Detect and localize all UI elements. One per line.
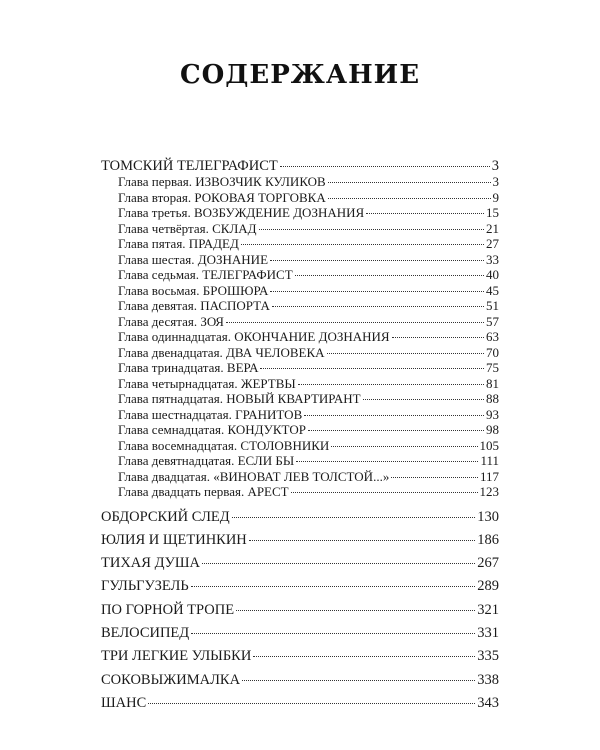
toc-chapter-entry[interactable] — [101, 267, 499, 283]
dot-leader — [241, 244, 484, 245]
toc-part-entry[interactable] — [101, 529, 499, 552]
toc-chapter-entry[interactable] — [101, 221, 499, 237]
page-number: 105 — [479, 437, 499, 453]
page-number: 93 — [486, 406, 499, 422]
toc-part-entry[interactable] — [101, 599, 499, 622]
page-number: 33 — [486, 251, 499, 267]
toc-chapter-entry[interactable] — [101, 190, 499, 206]
chapter-title: Глава десятая. ЗОЯ — [118, 313, 224, 329]
page-number: 21 — [486, 220, 499, 236]
chapter-title: Глава девятая. ПАСПОРТА — [118, 298, 270, 313]
chapter-title: Глава пятая. ПРАДЕД — [118, 236, 239, 251]
page-title: СОДЕРЖАНИЕ — [179, 60, 421, 90]
dot-leader — [391, 477, 478, 478]
dot-leader — [392, 337, 484, 338]
page-number: 45 — [486, 282, 499, 298]
toc-part-entry[interactable] — [101, 158, 499, 174]
toc-chapter-entry[interactable] — [101, 376, 499, 392]
page-number: 186 — [477, 531, 499, 548]
dot-leader — [202, 563, 475, 564]
dot-leader — [191, 633, 475, 634]
page-number: 57 — [486, 313, 499, 329]
part-title: ТОМСКИЙ ТЕЛЕГРАФИСТ — [101, 158, 278, 174]
toc-chapter-entry[interactable] — [101, 453, 499, 469]
dot-leader — [242, 680, 475, 681]
page-number: 117 — [479, 468, 499, 484]
toc-chapter-entry[interactable] — [101, 484, 499, 500]
page-number: 70 — [486, 344, 499, 360]
part-title: СОКОВЫЖИМАЛКА — [101, 671, 241, 688]
dot-leader — [366, 213, 484, 214]
page-number: 3 — [491, 158, 499, 174]
page-number: 123 — [479, 484, 499, 499]
page-number: 331 — [477, 624, 499, 641]
page-number: 111 — [480, 453, 499, 468]
chapter-title: Глава шестая. ДОЗНАНИЕ — [118, 251, 269, 267]
toc-part-entry[interactable] — [101, 669, 499, 692]
part-title: ВЕЛОСИПЕД — [101, 624, 190, 641]
chapter-title: Глава пятнадцатая. НОВЫЙ КВАРТИРАНТ — [118, 391, 361, 406]
chapter-title: Глава двадцатая. «ВИНОВАТ ЛЕВ ТОЛСТОЙ...» — [118, 468, 390, 484]
dot-leader — [260, 368, 484, 369]
dot-leader — [298, 384, 484, 385]
toc-part-entry[interactable] — [101, 692, 499, 715]
part-title: ОБДОРСКИЙ СЛЕД — [101, 508, 230, 525]
dot-leader — [296, 461, 478, 462]
chapter-title: Глава тринадцатая. ВЕРА — [118, 360, 259, 375]
toc-chapter-entry[interactable] — [101, 391, 499, 407]
page-number: 335 — [477, 648, 499, 665]
part-title: ШАНС — [101, 694, 147, 711]
page-number: 130 — [477, 508, 499, 525]
chapter-title: Глава двенадцатая. ДВА ЧЕЛОВЕКА — [118, 344, 325, 360]
page-number: 9 — [492, 189, 499, 205]
page-number: 15 — [486, 205, 499, 220]
toc-chapter-entry[interactable] — [101, 283, 499, 299]
toc-chapter-entry[interactable] — [101, 329, 499, 345]
dot-leader — [291, 492, 478, 493]
page-number: 27 — [486, 236, 499, 251]
chapter-title: Глава восьмая. БРОШЮРА — [118, 282, 269, 298]
dot-leader — [249, 540, 475, 541]
dot-leader — [148, 703, 475, 704]
toc-part-entry[interactable] — [101, 622, 499, 645]
dot-leader — [304, 415, 484, 416]
toc-part-entry[interactable] — [101, 552, 499, 575]
table-of-contents — [101, 158, 499, 715]
dot-leader — [232, 517, 476, 518]
chapter-title: Глава седьмая. ТЕЛЕГРАФИСТ — [118, 267, 293, 282]
dot-leader — [191, 586, 476, 587]
toc-chapter-entry[interactable] — [101, 438, 499, 454]
toc-chapter-entry[interactable] — [101, 345, 499, 361]
chapter-title: Глава семнадцатая. КОНДУКТОР — [118, 422, 306, 437]
dot-leader — [328, 198, 491, 199]
chapter-title: Глава шестнадцатая. ГРАНИТОВ — [118, 406, 303, 422]
chapter-title: Глава одиннадцатая. ОКОНЧАНИЕ ДОЗНАНИЯ — [118, 329, 390, 344]
dot-leader — [328, 182, 491, 183]
toc-chapter-entry[interactable] — [101, 236, 499, 252]
page-number: 63 — [486, 329, 499, 344]
dot-leader — [270, 260, 484, 261]
page-number: 3 — [492, 174, 499, 189]
chapter-title: Глава четвёртая. СКЛАД — [118, 220, 257, 236]
page-number: 343 — [477, 694, 499, 711]
chapter-title: Глава восемнадцатая. СТОЛОВНИКИ — [118, 437, 330, 453]
dot-leader — [226, 322, 484, 323]
page-number: 51 — [486, 298, 499, 313]
toc-chapter-entry[interactable] — [101, 174, 499, 190]
dot-leader — [327, 353, 484, 354]
toc-chapter-entry[interactable] — [101, 360, 499, 376]
dot-leader — [308, 430, 484, 431]
part-title: ТИХАЯ ДУША — [101, 555, 201, 572]
dot-leader — [272, 306, 484, 307]
dot-leader — [236, 610, 475, 611]
page-number: 98 — [486, 422, 499, 437]
toc-part-entry[interactable] — [101, 645, 499, 668]
toc-chapter-entry[interactable] — [101, 469, 499, 485]
page-number: 321 — [477, 601, 499, 618]
page-number: 267 — [477, 555, 499, 572]
page-number: 81 — [486, 375, 499, 391]
dot-leader — [253, 656, 475, 657]
chapter-title: Глава вторая. РОКОВАЯ ТОРГОВКА — [118, 189, 326, 205]
page-number: 88 — [486, 391, 499, 406]
dot-leader — [363, 399, 484, 400]
part-title: ТРИ ЛЕГКИЕ УЛЫБКИ — [101, 648, 252, 665]
toc-chapter-entry[interactable] — [101, 422, 499, 438]
part-title: ГУЛЬГУЗЕЛЬ — [101, 578, 189, 595]
dot-leader — [259, 229, 484, 230]
chapter-title: Глава первая. ИЗВОЗЧИК КУЛИКОВ — [118, 174, 326, 189]
toc-chapter-entry[interactable] — [101, 252, 499, 268]
dot-leader — [295, 275, 484, 276]
dot-leader — [331, 446, 477, 447]
page-number: 289 — [477, 578, 499, 595]
part-title: ЮЛИЯ И ЩЕТИНКИН — [101, 531, 247, 548]
page-number: 40 — [486, 267, 499, 282]
dot-leader — [270, 291, 484, 292]
chapter-title: Глава двадцать первая. АРЕСТ — [118, 484, 289, 499]
toc-chapter-entry[interactable] — [101, 205, 499, 221]
chapter-title: Глава четырнадцатая. ЖЕРТВЫ — [118, 375, 296, 391]
toc-chapter-entry[interactable] — [101, 407, 499, 423]
toc-part-entry[interactable] — [101, 506, 499, 529]
chapter-title: Глава третья. ВОЗБУЖДЕНИЕ ДОЗНАНИЯ — [118, 205, 365, 220]
chapter-title: Глава девятнадцатая. ЕСЛИ БЫ — [118, 453, 295, 468]
part-title: ПО ГОРНОЙ ТРОПЕ — [101, 601, 235, 618]
dot-leader — [280, 166, 490, 167]
page-number: 338 — [477, 671, 499, 688]
toc-part-entry[interactable] — [101, 575, 499, 598]
toc-chapter-entry[interactable] — [101, 314, 499, 330]
page-number: 75 — [486, 360, 499, 375]
toc-chapter-entry[interactable] — [101, 298, 499, 314]
chapter-list — [101, 174, 499, 500]
